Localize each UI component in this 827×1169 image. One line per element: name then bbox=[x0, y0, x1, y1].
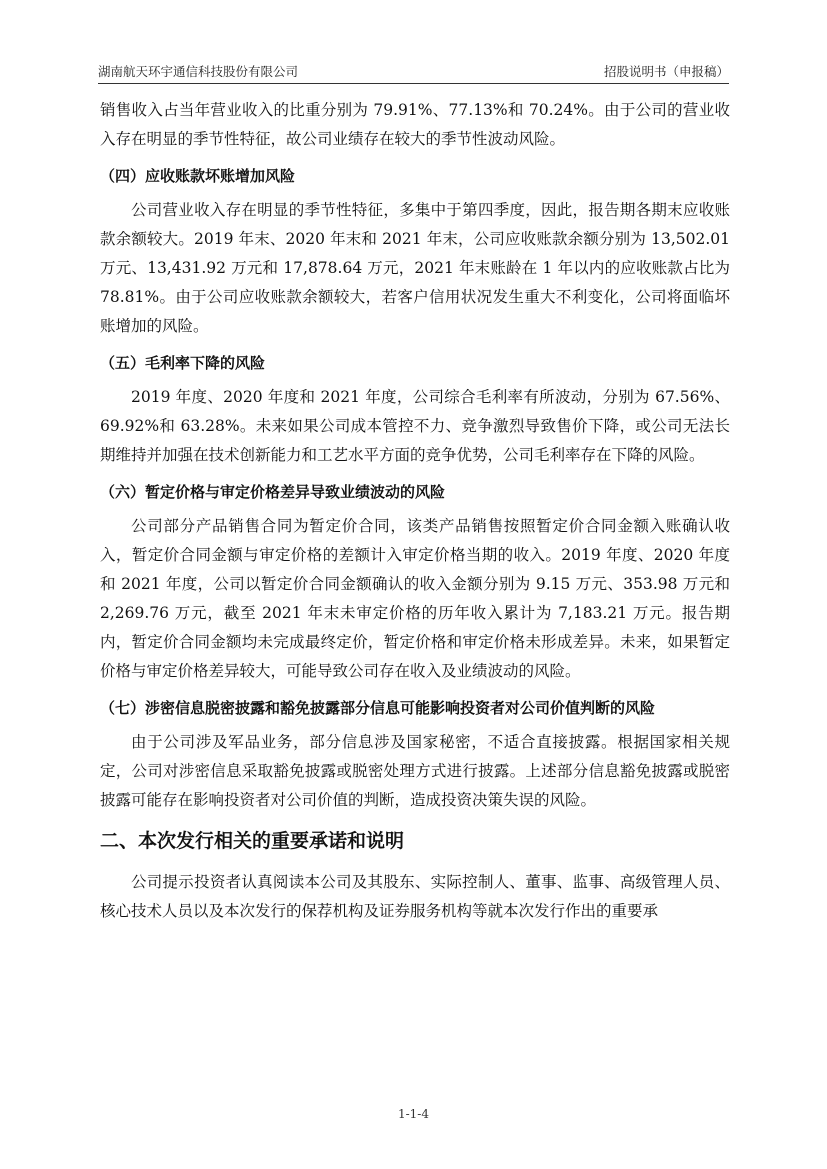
section-7-title: （七）涉密信息脱密披露和豁免披露部分信息可能影响投资者对公司价值判断的风险 bbox=[100, 699, 656, 717]
section-6-title: （六）暂定价格与审定价格差异导致业绩波动的风险 bbox=[100, 483, 446, 501]
section-7-paragraph: 由于公司涉及军品业务，部分信息涉及国家秘密，不适合直接披露。根据国家相关规定，公司对涉密信息采取豁免披露或脱密处理方式进行披露。上述部分信息豁免披露或脱密披露可能存在影响投资者对公司价值的判断，造成投资决策失误的风险。 bbox=[100, 733, 730, 809]
page-header bbox=[98, 58, 729, 80]
header-doc-type: 招股说明书（申报稿） bbox=[603, 64, 729, 79]
paragraph-continued: 销售收入占当年营业收入的比重分别为 79.91%、77.13%和 70.24%。由于公司的营业收入存在明显的季节性特征，故公司业绩存在较大的季节性波动风险。 bbox=[100, 101, 730, 148]
page-number: 1-1-4 bbox=[397, 1107, 429, 1121]
section-6-paragraph: 公司部分产品销售合同为暂定价合同，该类产品销售按照暂定价合同金额入账确认收入，暂定价合同金额与审定价格的差额计入审定价格当期的收入。2019 年度、2020 年度和 2021 年度，公司以暂定价合同金额确认的收入金额分别为 9.15 万元、353.98 万元和 2,269.76 万元，截至 2021 年末未审定价格的历年收入累计为 7,183.21 万元。报告期内，暂定价合同金额均未完成最终定价，暂定价格和审定价格未形成差异。未来，如果暂定价格与审定价格差异较大，可能导致公司存在收入及业绩波动的风险。 bbox=[100, 517, 730, 680]
section-4-title: （四）应收账款坏账增加风险 bbox=[100, 167, 296, 185]
header-rule bbox=[98, 83, 729, 84]
section-5-title: （五）毛利率下降的风险 bbox=[100, 354, 266, 372]
chapter-2-title: 二、本次发行相关的重要承诺和说明 bbox=[100, 830, 405, 852]
document-body bbox=[100, 96, 730, 926]
chapter-2-paragraph: 公司提示投资者认真阅读本公司及其股东、实际控制人、董事、监事、高级管理人员、核心技术人员以及本次发行的保荐机构及证券服务机构等就本次发行作出的重要承 bbox=[100, 873, 730, 920]
section-4-paragraph: 公司营业收入存在明显的季节性特征，多集中于第四季度，因此，报告期各期末应收账款余额较大。2019 年末、2020 年末和 2021 年末，公司应收账款余额分别为 13,502.01 万元、13,431.92 万元和 17,878.64 万元，2021 年末账龄在 1 年以内的应收账款占比为 78.81%。由于公司应收账款余额较大，若客户信用状况发生重大不利变化，公司将面临坏账增加的风险。 bbox=[100, 201, 730, 335]
header-company: 湖南航天环宇通信科技股份有限公司 bbox=[98, 64, 299, 79]
section-5-paragraph: 2019 年度、2020 年度和 2021 年度，公司综合毛利率有所波动，分别为 67.56%、69.92%和 63.28%。未来如果公司成本管控不力、竞争激烈导致售价下降，或公司无法长期维持并加强在技术创新能力和工艺水平方面的竞争优势，公司毛利率存在下降的风险。 bbox=[100, 388, 730, 464]
